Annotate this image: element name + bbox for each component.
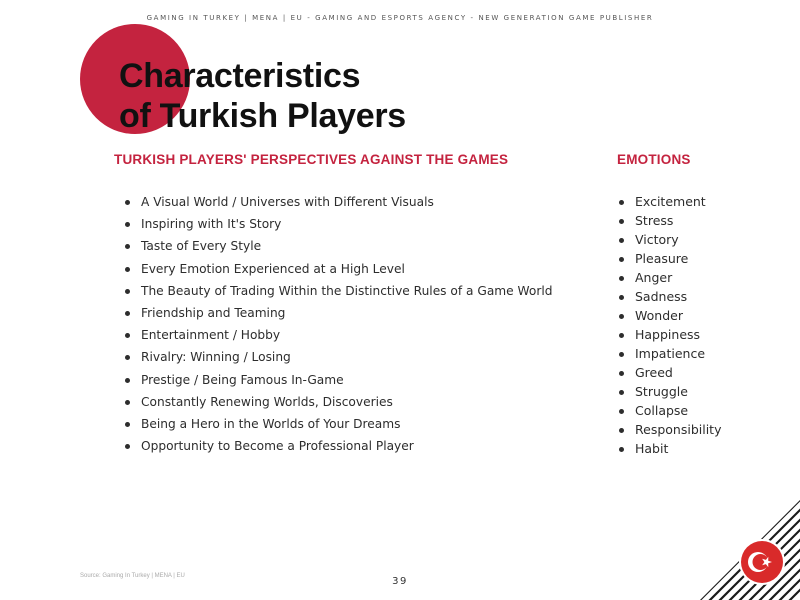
emotion-item: Sadness [619,287,721,306]
perspective-item: Constantly Renewing Worlds, Discoveries [125,391,552,413]
page-title-line-2: of Turkish Players [119,97,406,135]
perspective-item: Being a Hero in the Worlds of Your Dreams [125,413,552,435]
emotion-item: Struggle [619,382,721,401]
emotions-heading: EMOTIONS [617,152,691,167]
emotion-item: Happiness [619,325,721,344]
perspective-item: Friendship and Teaming [125,302,552,324]
perspective-item: Opportunity to Become a Professional Player [125,435,552,457]
perspective-item: A Visual World / Universes with Different Visuals [125,191,552,213]
emotion-item: Habit [619,439,721,458]
page-number: 39 [392,576,408,587]
emotion-item: Collapse [619,401,721,420]
perspective-item: The Beauty of Trading Within the Distinctive Rules of a Game World [125,280,552,302]
perspective-item: Prestige / Being Famous In-Game [125,369,552,391]
emotion-item: Anger [619,268,721,287]
perspectives-list [125,191,552,457]
source-note: Source: Gaming In Turkey | MENA | EU [80,573,185,579]
emotion-item: Wonder [619,306,721,325]
perspective-item: Every Emotion Experienced at a High Level [125,258,552,280]
emotion-item: Victory [619,230,721,249]
emotion-item: Pleasure [619,249,721,268]
emotion-item: Responsibility [619,420,721,439]
page-title [119,56,406,136]
emotions-list [619,192,721,458]
emotion-item: Excitement [619,192,721,211]
page-title-line-1: Characteristics [119,57,361,95]
perspective-item: Taste of Every Style [125,235,552,257]
emotion-item: Greed [619,363,721,382]
emotion-item: Impatience [619,344,721,363]
turkish-flag-icon [738,538,786,586]
top-banner: GAMING IN TURKEY | MENA | EU - GAMING AND ESPORTS AGENCY - NEW GENERATION GAME PUBLISHER [146,14,654,22]
perspective-item: Inspiring with It's Story [125,213,552,235]
emotion-item: Stress [619,211,721,230]
perspective-item: Entertainment / Hobby [125,324,552,346]
perspectives-heading: TURKISH PLAYERS' PERSPECTIVES AGAINST THE GAMES [114,152,509,167]
perspective-item: Rivalry: Winning / Losing [125,346,552,368]
